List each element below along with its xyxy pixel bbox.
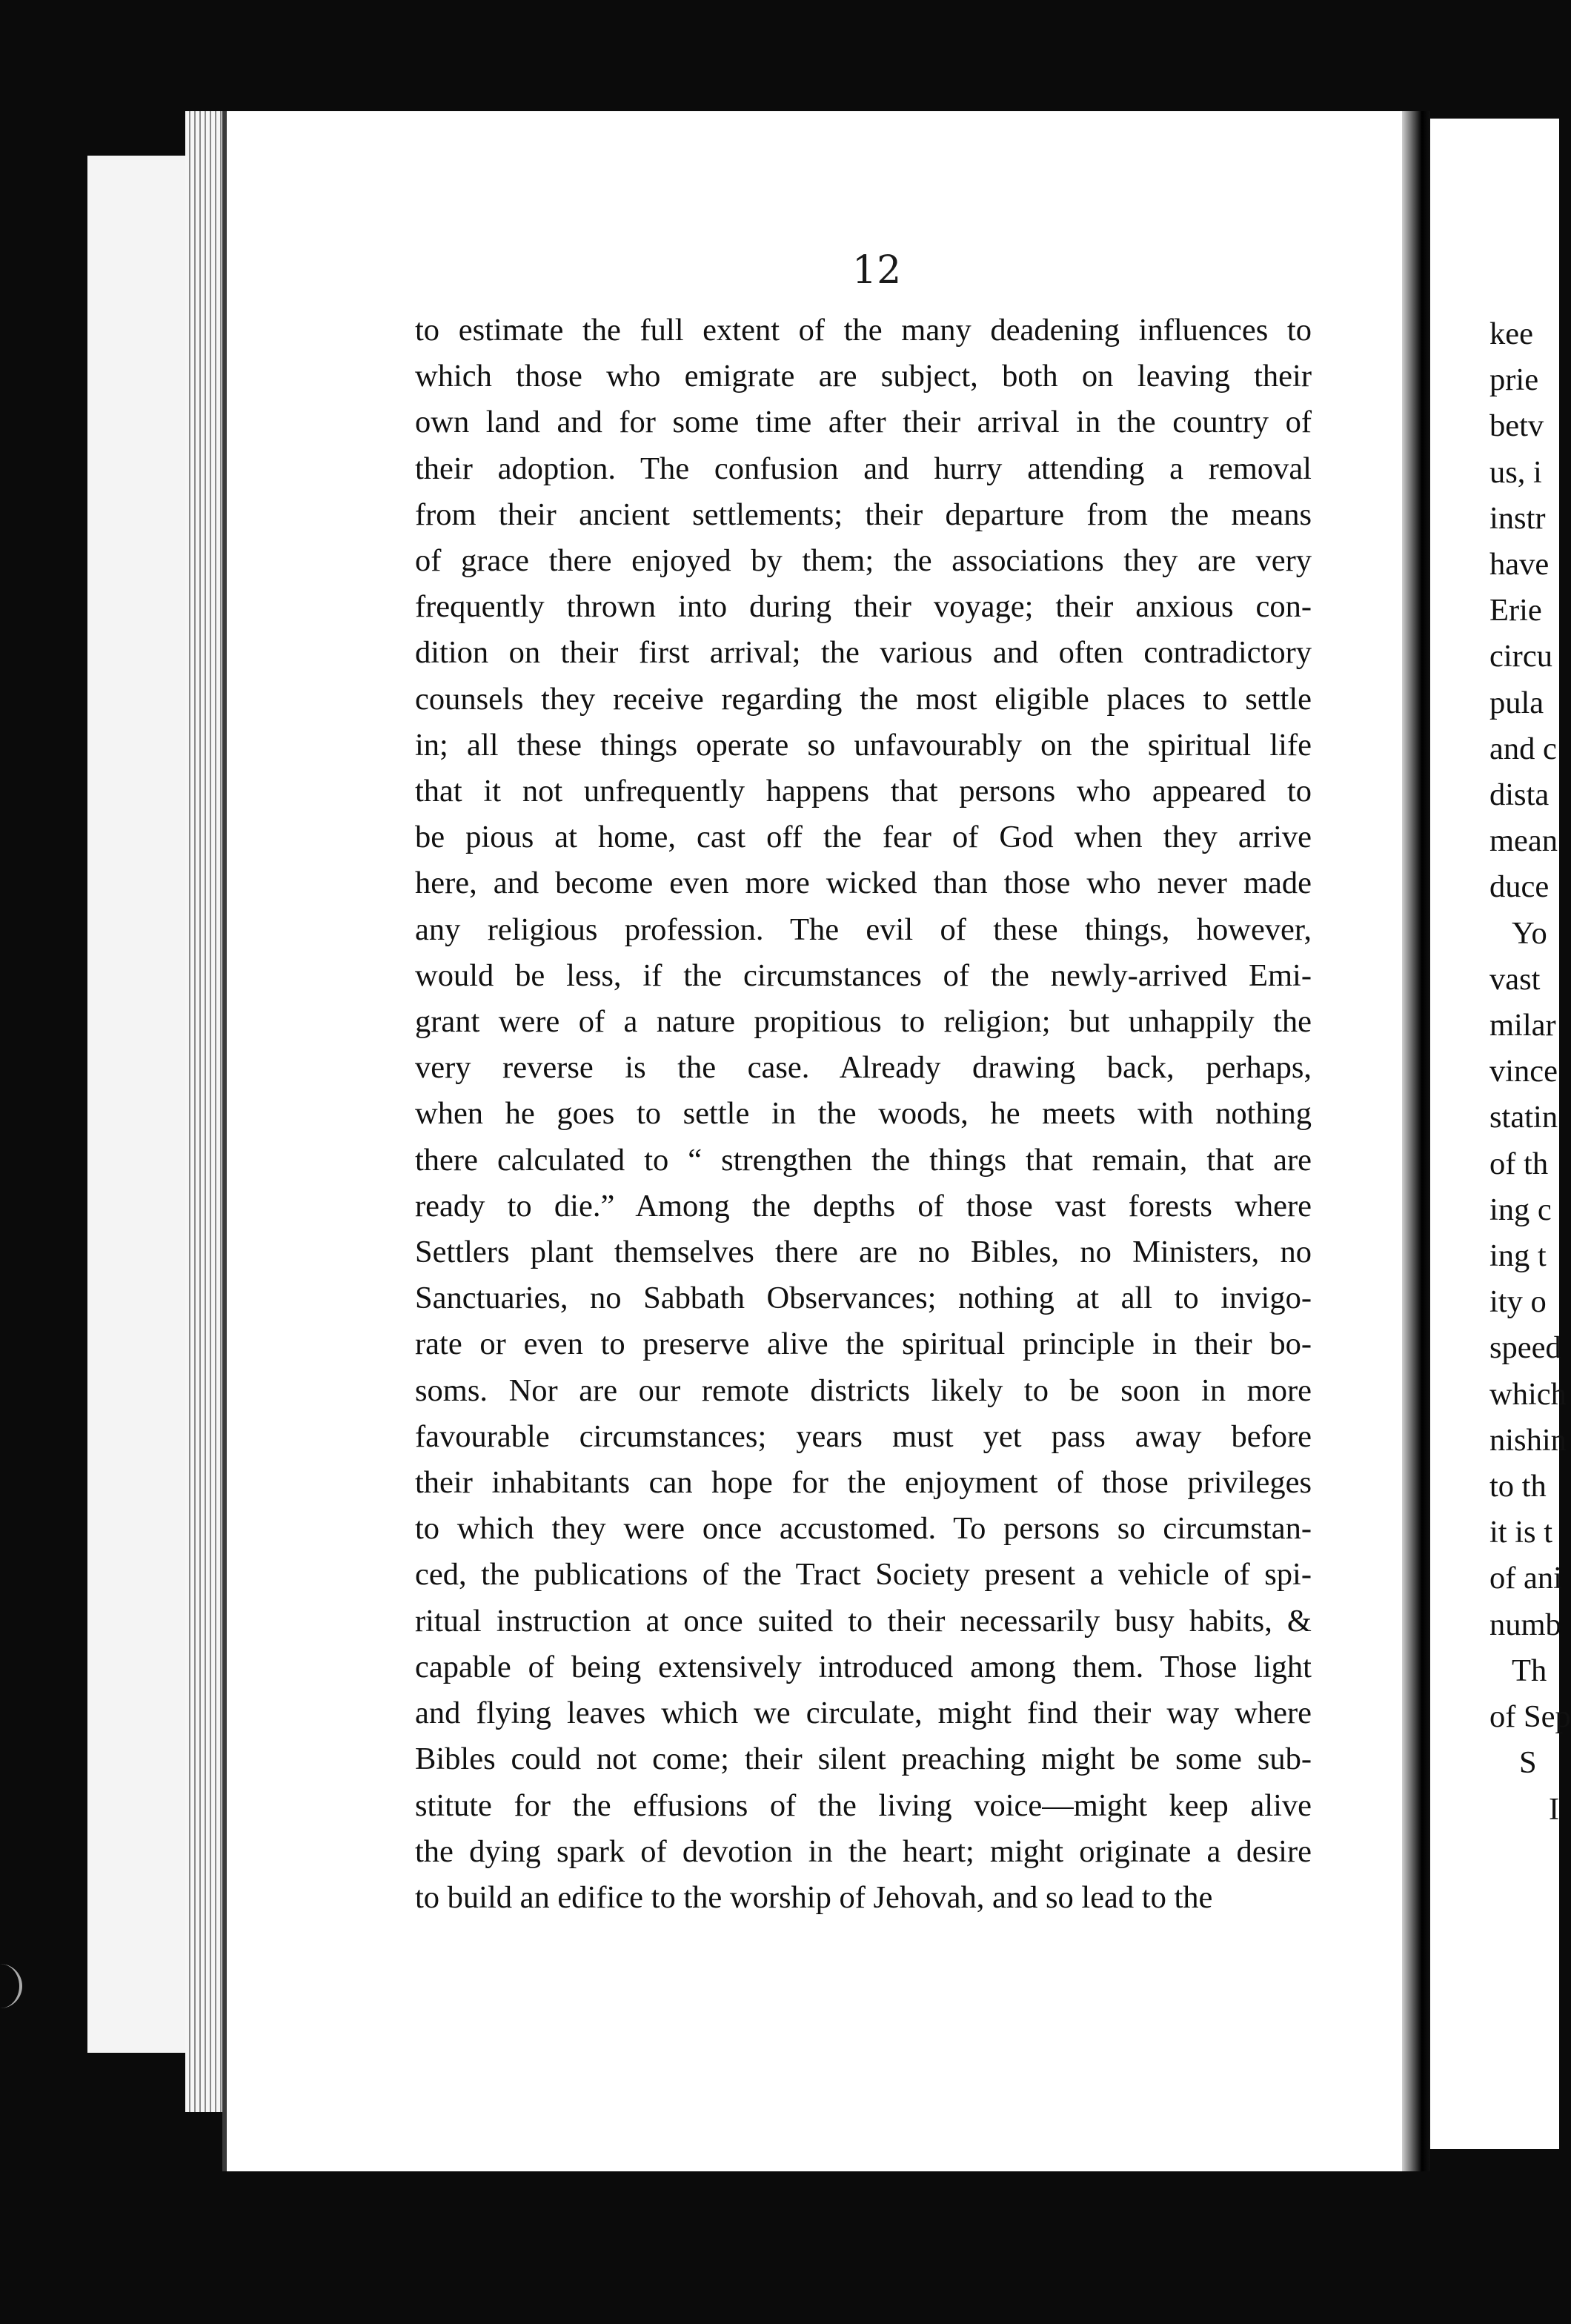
text-line: from their ancient settlements; their departure from the means [415, 497, 1312, 532]
facing-text-line: ing c [1489, 1192, 1552, 1227]
text-line: of grace there enjoyed by them; the associations they are very [415, 543, 1312, 579]
facing-text-line: vast [1489, 961, 1541, 997]
text-line: their adoption. The confusion and hurry attending a removal [415, 451, 1312, 486]
text-line: Sanctuaries, no Sabbath Observances; nothing at all to invigo- [415, 1281, 1312, 1316]
facing-text-line: it is t [1489, 1515, 1553, 1550]
facing-text-line: prie [1489, 362, 1539, 398]
text-line: stitute for the effusions of the living voice—might keep alive [415, 1787, 1312, 1823]
text-line: which those who emigrate are subject, both on leaving their [415, 359, 1312, 394]
facing-text-line: Yo [1512, 915, 1547, 951]
facing-text-line: Th [1512, 1653, 1547, 1688]
facing-text-line: have [1489, 547, 1550, 582]
text-line: the dying spark of devotion in the heart; might originate a desire [415, 1833, 1312, 1869]
facing-text-line: of ani [1489, 1561, 1562, 1596]
facing-text-line: kee [1489, 316, 1533, 351]
facing-text-line: statin [1489, 1100, 1558, 1135]
facing-text-line: of th [1489, 1146, 1549, 1181]
facing-text-line: ity o [1489, 1284, 1547, 1320]
facing-text-line: S [1519, 1745, 1537, 1781]
facing-text-line: speed [1489, 1330, 1561, 1366]
text-line: ced, the publications of the Tract Society present a vehicle of spi- [415, 1557, 1312, 1593]
book-gutter [1402, 111, 1430, 2171]
text-line: favourable circumstances; years must yet pass away before [415, 1418, 1312, 1454]
text-line: dition on their first arrival; the various and often contradictory [415, 635, 1312, 671]
text-line: soms. Nor are our remote districts likely to be soon in more [415, 1372, 1312, 1408]
facing-text-line: nishin [1489, 1422, 1567, 1458]
text-line: capable of being extensively introduced among them. Those light [415, 1649, 1312, 1684]
facing-text-line: ing t [1489, 1238, 1547, 1274]
text-line: very reverse is the case. Already drawing back, perhaps, [415, 1050, 1312, 1086]
facing-text-line: circu [1489, 639, 1552, 674]
text-line: any religious profession. The evil of these things, however, [415, 912, 1312, 947]
text-line: rate or even to preserve alive the spiritual principle in their bo- [415, 1327, 1312, 1362]
facing-text-line: mean [1489, 823, 1558, 859]
text-line: that it not unfrequently happens that persons who appeared to [415, 774, 1312, 809]
text-line: be pious at home, cast off the fear of God when they arrive [415, 820, 1312, 855]
facing-text-line: Erie [1489, 593, 1542, 628]
facing-text-line: of Sep [1489, 1699, 1571, 1735]
facing-text-line: us, i [1489, 454, 1542, 490]
facing-text-line: betv [1489, 408, 1544, 444]
body-text [415, 308, 1312, 1921]
facing-text-line: I [1549, 1791, 1560, 1827]
text-line: grant were of a nature propitious to religion; but unhappily the [415, 1004, 1312, 1040]
facing-text-line: to th [1489, 1469, 1547, 1504]
text-line: there calculated to “ strengthen the things that remain, that are [415, 1142, 1312, 1178]
facing-text-line: which [1489, 1376, 1567, 1412]
text-line: ready to die.” Among the depths of those vast forests where [415, 1188, 1312, 1224]
facing-text-line: numb [1489, 1607, 1561, 1642]
text-line: would be less, if the circumstances of the newly-arrived Emi- [415, 957, 1312, 993]
text-line: here, and become even more wicked than those who never made [415, 866, 1312, 901]
text-line: Settlers plant themselves there are no Bibles, no Ministers, no [415, 1235, 1312, 1270]
page-number: 12 [852, 248, 902, 293]
facing-text-line: vince [1489, 1054, 1558, 1089]
text-line: counsels they receive regarding the most eligible places to settle [415, 681, 1312, 717]
text-line: frequently thrown into during their voyage; their anxious con- [415, 589, 1312, 625]
facing-text-line: duce [1489, 869, 1550, 905]
facing-text-line: instr [1489, 500, 1546, 536]
text-line: own land and for some time after their arrival in the country of [415, 405, 1312, 440]
text-line: to build an edifice to the worship of Jehovah, and so lead to the [415, 1879, 1213, 1915]
text-line: in; all these things operate so unfavourably on the spiritual life [415, 727, 1312, 763]
text-line: when he goes to settle in the woods, he meets with nothing [415, 1096, 1312, 1132]
text-line: their inhabitants can hope for the enjoyment of those privileges [415, 1465, 1312, 1501]
text-line: ritual instruction at once suited to their necessarily busy habits, & [415, 1603, 1312, 1639]
text-line: to estimate the full extent of the many deadening influences to [415, 313, 1312, 348]
facing-text-line: and c [1489, 731, 1557, 766]
facing-text-line: dista [1489, 777, 1550, 813]
facing-text-line: pula [1489, 685, 1544, 720]
facing-page-text [1489, 311, 1571, 1833]
facing-text-line: milar [1489, 1008, 1556, 1043]
text-line: and flying leaves which we circulate, might find their way where [415, 1696, 1312, 1731]
text-line: Bibles could not come; their silent preaching might be some sub- [415, 1742, 1312, 1777]
text-line: to which they were once accustomed. To persons so circumstan- [415, 1511, 1312, 1547]
scan-edge-mark [0, 1964, 22, 2008]
